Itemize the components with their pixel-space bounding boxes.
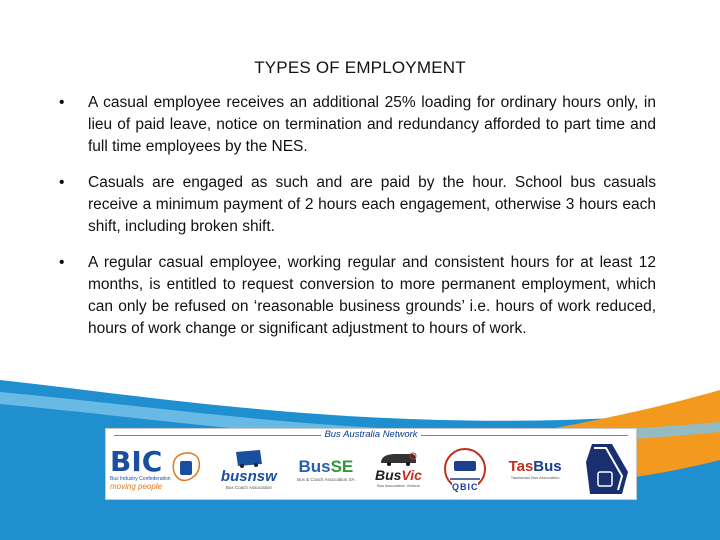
- bus-icon: [232, 448, 266, 468]
- map-bus-icon: [582, 442, 632, 496]
- bullet-marker: •: [59, 94, 65, 111]
- busnsw-logo: busnsw Bus Coach Association: [221, 448, 277, 490]
- bullet-text: Casuals are engaged as such and are paid by the hour. School bus casuals receive a minimum payment of 2 hours each engagement, otherwise 3 hours each shift, including broken shift.: [88, 174, 656, 235]
- bullet-item: [56, 172, 656, 238]
- busse-logo: BusSE Bus & Coach Association SA: [297, 456, 355, 482]
- association-logo-banner: [105, 428, 637, 500]
- busvic-logo: BusVic Bus Association Victoria: [375, 451, 422, 488]
- bic-logo: BIC Bus Industry Confederation moving people: [110, 448, 201, 491]
- bullet-list: [56, 92, 656, 354]
- australia-map-icon: [171, 449, 201, 489]
- bullet-marker: •: [59, 254, 65, 271]
- regional-association-logo: [582, 442, 632, 496]
- bullet-marker: •: [59, 174, 65, 191]
- qbic-logo: QBIC: [442, 446, 488, 492]
- bus-silhouette-icon: [378, 451, 418, 467]
- tasbus-logo: TasBus Tasmanian Bus Association: [508, 458, 562, 480]
- logo-row: [110, 443, 632, 495]
- bullet-item: [56, 92, 656, 158]
- bullet-item: [56, 252, 656, 340]
- slide-title: TYPES OF EMPLOYMENT: [254, 58, 466, 77]
- bullet-text: A casual employee receives an additional 25% loading for ordinary hours only, in lieu of paid leave, notice on termination and redundancy afforded to part time and full time employees by the NES.: [88, 94, 656, 155]
- network-title: Bus Australia Network: [106, 429, 636, 440]
- bullet-text: A regular casual employee, working regular and consistent hours for at least 12 months, is entitled to request conversion to more permanent employment, which can only be refused on ‘reasonable business grounds’ i.e. hours of work reduced, hours of work change or significant adjustment to hours of work.: [88, 254, 656, 337]
